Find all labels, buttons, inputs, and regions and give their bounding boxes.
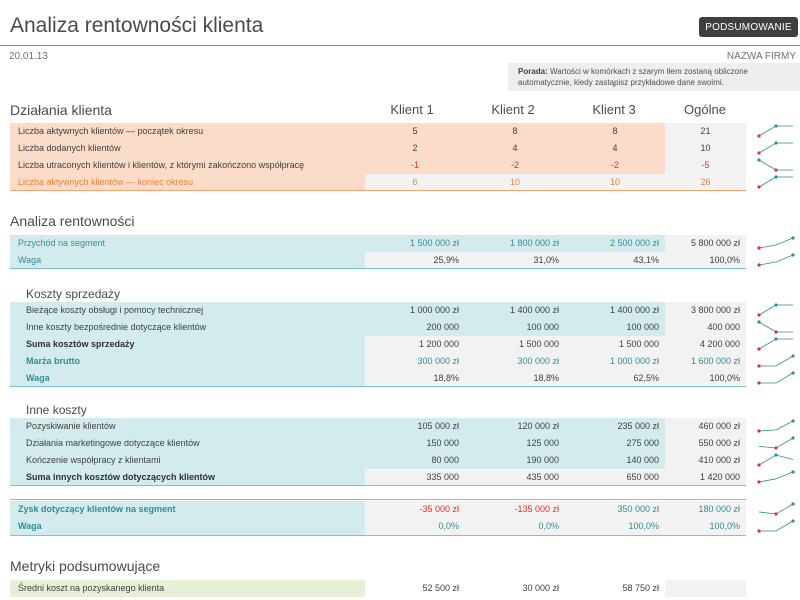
section-title-sales-costs: Koszty sprzedaży xyxy=(26,287,121,301)
sparkline-icon xyxy=(756,174,796,190)
row-label[interactable]: Przychód na segment xyxy=(10,235,365,252)
column-header-client-1: Klient 1 xyxy=(390,102,434,117)
cell-client-1[interactable]: 1 000 000 zł xyxy=(365,302,465,319)
cell-overall: 100,0% xyxy=(665,518,746,535)
sparkline-line xyxy=(759,238,793,248)
cell-client-2: 31,0% xyxy=(465,252,565,269)
section-title-metrics: Metryki podsumowujące xyxy=(10,558,161,574)
row-label: Liczba aktywnych klientów — koniec okresu xyxy=(10,174,365,191)
table-row xyxy=(10,252,746,269)
cell-overall: 10 xyxy=(665,140,746,157)
cell-client-2[interactable]: 1 800 000 zł xyxy=(465,235,565,252)
sparkline-icon xyxy=(756,518,796,534)
cell-client-3: 350 000 zł xyxy=(565,501,665,518)
cell-client-3: 650 000 xyxy=(565,469,665,486)
cell-overall: 100,0% xyxy=(665,370,746,387)
cell-client-1[interactable]: 2 xyxy=(412,143,418,153)
row-label: Średni koszt na pozyskanego klienta xyxy=(10,580,365,597)
sparkline-line xyxy=(759,373,793,383)
section-title-activities: Działania klienta xyxy=(10,102,112,118)
sparkline-high-marker xyxy=(791,436,794,439)
row-label: Zysk dotyczący klientów na segment xyxy=(10,501,365,518)
cell-overall: 5 800 000 zł xyxy=(665,235,746,252)
table-row xyxy=(10,302,746,319)
table-row xyxy=(10,452,746,469)
cell-client-1: 52 500 zł xyxy=(365,580,465,597)
cell-client-1[interactable]: 150 000 xyxy=(365,435,465,452)
cell-client-3: 43,1% xyxy=(565,252,665,269)
company-name[interactable]: NAZWA FIRMY xyxy=(726,51,796,62)
sparkline-high-marker xyxy=(791,470,794,473)
sparkline-high-marker xyxy=(757,320,760,323)
sparkline-icon xyxy=(756,252,796,268)
cell-client-2[interactable]: -2 xyxy=(510,160,519,170)
sparkline-low-marker xyxy=(757,347,760,350)
sparkline-icon xyxy=(756,319,796,335)
sparkline-icon xyxy=(756,336,796,352)
row-label[interactable]: Działania marketingowe dotyczące klientów xyxy=(10,435,365,452)
table-row xyxy=(10,123,746,140)
cell-client-1: 1 200 000 xyxy=(365,336,465,353)
table-row xyxy=(10,435,746,452)
cell-client-1: 335 000 xyxy=(365,469,465,486)
cell-client-2: 0,0% xyxy=(465,518,565,535)
table-row xyxy=(10,518,746,535)
row-label: Waga xyxy=(10,518,365,535)
cell-overall: 460 000 zł xyxy=(665,418,746,435)
tip-box xyxy=(508,63,800,91)
cell-client-1[interactable]: 5 xyxy=(412,126,418,136)
sparkline-high-marker xyxy=(774,141,777,144)
section-divider xyxy=(10,190,746,191)
table-row xyxy=(10,501,746,518)
sparkline-low-marker xyxy=(757,263,760,266)
cell-client-3[interactable]: -2 xyxy=(610,160,619,170)
table-row xyxy=(10,336,746,353)
sparkline-low-marker xyxy=(757,463,760,466)
cell-client-2[interactable]: 1 400 000 zł xyxy=(465,302,565,319)
sparkline-line xyxy=(759,255,793,265)
sparkline-high-marker xyxy=(791,502,794,505)
header-divider xyxy=(0,45,800,46)
row-label: Waga xyxy=(10,370,365,387)
cell-client-3[interactable]: 8 xyxy=(612,126,618,136)
sparkline-high-marker xyxy=(791,236,794,239)
cell-overall: 3 800 000 zł xyxy=(665,302,746,319)
sparkline-low-marker xyxy=(757,529,760,532)
cell-client-3: 100,0% xyxy=(565,518,665,535)
row-label[interactable]: Kończenie współpracy z klientami xyxy=(10,452,365,469)
cell-client-1: 18,8% xyxy=(365,370,465,387)
cell-client-2[interactable]: 190 000 xyxy=(465,452,565,469)
cell-client-2: 10 xyxy=(465,174,565,191)
sparkline-high-marker xyxy=(757,158,760,161)
sparkline-line xyxy=(759,472,793,482)
section-title-other-costs: Inne koszty xyxy=(26,403,87,417)
cell-overall xyxy=(665,580,746,597)
cell-client-3: 62,5% xyxy=(565,370,665,387)
cell-client-3[interactable]: 4 xyxy=(612,143,618,153)
column-header-overall: Ogólne xyxy=(684,102,726,117)
table-row xyxy=(10,469,746,486)
cell-client-3: 1 000 000 zł xyxy=(565,353,665,370)
table-row xyxy=(10,174,746,191)
sparkline-low-marker xyxy=(757,429,760,432)
row-label: Waga xyxy=(10,252,365,269)
cell-client-3: 10 xyxy=(565,174,665,191)
cell-client-1: 0,0% xyxy=(365,518,465,535)
sparkline-low-marker xyxy=(757,313,760,316)
cell-overall: 26 xyxy=(665,174,746,191)
table-row xyxy=(10,157,746,174)
cell-client-3: 58 750 zł xyxy=(565,580,665,597)
cell-overall: 21 xyxy=(665,123,746,140)
cell-client-2: 435 000 xyxy=(465,469,565,486)
cell-client-2[interactable]: 100 000 xyxy=(465,319,565,336)
cell-client-1: 6 xyxy=(365,174,465,191)
cell-overall: 1 420 000 xyxy=(665,469,746,486)
sparkline-line xyxy=(759,421,793,431)
sparkline-icon xyxy=(756,302,796,318)
sparkline-low-marker xyxy=(757,185,760,188)
cell-overall: 100,0% xyxy=(665,252,746,269)
section-divider xyxy=(10,386,746,387)
cell-overall: 550 000 zł xyxy=(665,435,746,452)
tip-label: Porada: xyxy=(518,67,548,76)
table-row xyxy=(10,140,746,157)
sparkline-high-marker xyxy=(791,371,794,374)
report-date[interactable]: 20.01.13 xyxy=(9,51,48,62)
section-title-profitability: Analiza rentowności xyxy=(10,213,135,229)
sparkline-high-marker xyxy=(774,175,777,178)
sparkline-icon xyxy=(756,353,796,369)
sparkline-icon xyxy=(756,157,796,173)
cell-client-1[interactable]: -1 xyxy=(410,160,419,170)
cell-client-2[interactable]: 125 000 xyxy=(465,435,565,452)
sparkline-low-marker xyxy=(757,151,760,154)
tip-text: Wartości w komórkach z szarym tłem zostaną obliczone automatycznie, kiedy zastąpisz przykładowe dane swoimi. xyxy=(518,67,749,87)
sparkline-low-marker xyxy=(774,168,777,171)
section-divider xyxy=(10,485,746,486)
sparkline-icon xyxy=(756,452,796,468)
section-divider xyxy=(10,499,746,500)
row-label: Suma innych kosztów dotyczących klientów xyxy=(10,469,365,486)
sparkline-high-marker xyxy=(791,253,794,256)
cell-client-3: 1 500 000 xyxy=(565,336,665,353)
cell-client-1: -35 000 zł xyxy=(365,501,465,518)
row-label[interactable]: Liczba aktywnych klientów — początek okresu xyxy=(18,126,204,136)
sparkline-low-marker xyxy=(757,381,760,384)
section-divider xyxy=(10,535,746,536)
cell-client-2[interactable]: 8 xyxy=(512,126,518,136)
cell-overall: 400 000 xyxy=(665,319,746,336)
sparkline-low-marker xyxy=(757,134,760,137)
cell-client-2: 30 000 zł xyxy=(465,580,565,597)
sparkline-low-marker xyxy=(774,330,777,333)
cell-client-3[interactable]: 235 000 zł xyxy=(565,418,665,435)
sparkline-icon xyxy=(756,235,796,251)
sparkline-icon xyxy=(756,435,796,451)
sparkline-high-marker xyxy=(774,337,777,340)
cell-overall: -5 xyxy=(665,157,746,174)
sparkline-high-marker xyxy=(791,419,794,422)
cell-client-2[interactable]: 120 000 zł xyxy=(465,418,565,435)
sparkline-line xyxy=(759,356,793,366)
row-label[interactable]: Bieżące koszty obsługi i pomocy technicznej xyxy=(10,302,365,319)
cell-overall: 4 200 000 xyxy=(665,336,746,353)
cell-client-1[interactable]: 80 000 xyxy=(365,452,465,469)
table-row xyxy=(10,580,746,597)
column-header-client-3: Klient 3 xyxy=(592,102,636,117)
sparkline-low-marker xyxy=(757,246,760,249)
sparkline-high-marker xyxy=(791,354,794,357)
cell-client-1: 300 000 zł xyxy=(365,353,465,370)
cell-overall: 180 000 zł xyxy=(665,501,746,518)
sparkline-high-marker xyxy=(774,303,777,306)
row-label: Suma kosztów sprzedaży xyxy=(10,336,365,353)
cell-overall: 410 000 zł xyxy=(665,452,746,469)
table-row xyxy=(10,319,746,336)
sparkline-low-marker xyxy=(757,480,760,483)
cell-client-3[interactable]: 275 000 xyxy=(565,435,665,452)
sparkline-high-marker xyxy=(774,124,777,127)
cell-client-3[interactable]: 1 400 000 zł xyxy=(565,302,665,319)
page-title: Analiza rentowności klienta xyxy=(10,14,264,37)
row-label: Marża brutto xyxy=(10,353,365,370)
summary-button[interactable]: PODSUMOWANIE xyxy=(699,17,798,37)
sparkline-icon xyxy=(756,501,796,517)
table-row xyxy=(10,370,746,387)
cell-client-3[interactable]: 140 000 xyxy=(565,452,665,469)
cell-client-2[interactable]: 4 xyxy=(512,143,518,153)
sparkline-low-marker xyxy=(757,364,760,367)
row-label[interactable]: Liczba dodanych klientów xyxy=(18,143,121,153)
sparkline-high-marker xyxy=(774,453,777,456)
sparkline-icon xyxy=(756,123,796,139)
cell-client-2: 18,8% xyxy=(465,370,565,387)
row-label[interactable]: Liczba utraconych klientów i klientów, z którymi zakończono współpracę xyxy=(18,160,305,170)
cell-overall: 1 600 000 zł xyxy=(665,353,746,370)
cell-client-1[interactable]: 200 000 xyxy=(365,319,465,336)
cell-client-1[interactable]: 1 500 000 zł xyxy=(365,235,465,252)
table-row xyxy=(10,235,746,252)
row-label[interactable]: Pozyskiwanie klientów xyxy=(10,418,365,435)
sparkline-low-marker xyxy=(774,446,777,449)
sparkline-icon xyxy=(756,370,796,386)
cell-client-2: 300 000 zł xyxy=(465,353,565,370)
sparkline-low-marker xyxy=(774,512,777,515)
sparkline-icon xyxy=(756,469,796,485)
sparkline-icon xyxy=(756,140,796,156)
cell-client-1: 25,9% xyxy=(365,252,465,269)
cell-client-1[interactable]: 105 000 zł xyxy=(365,418,465,435)
sparkline-high-marker xyxy=(791,519,794,522)
column-header-client-2: Klient 2 xyxy=(491,102,535,117)
cell-client-2: 1 500 000 xyxy=(465,336,565,353)
row-label[interactable]: Inne koszty bezpośrednie dotyczące klientów xyxy=(10,319,365,336)
section-divider xyxy=(10,268,746,269)
sparkline-line xyxy=(759,521,793,531)
table-row xyxy=(10,418,746,435)
cell-client-2: -135 000 zł xyxy=(465,501,565,518)
cell-client-3[interactable]: 2 500 000 zł xyxy=(565,235,665,252)
sparkline-icon xyxy=(756,418,796,434)
cell-client-3[interactable]: 100 000 xyxy=(565,319,665,336)
table-row xyxy=(10,353,746,370)
